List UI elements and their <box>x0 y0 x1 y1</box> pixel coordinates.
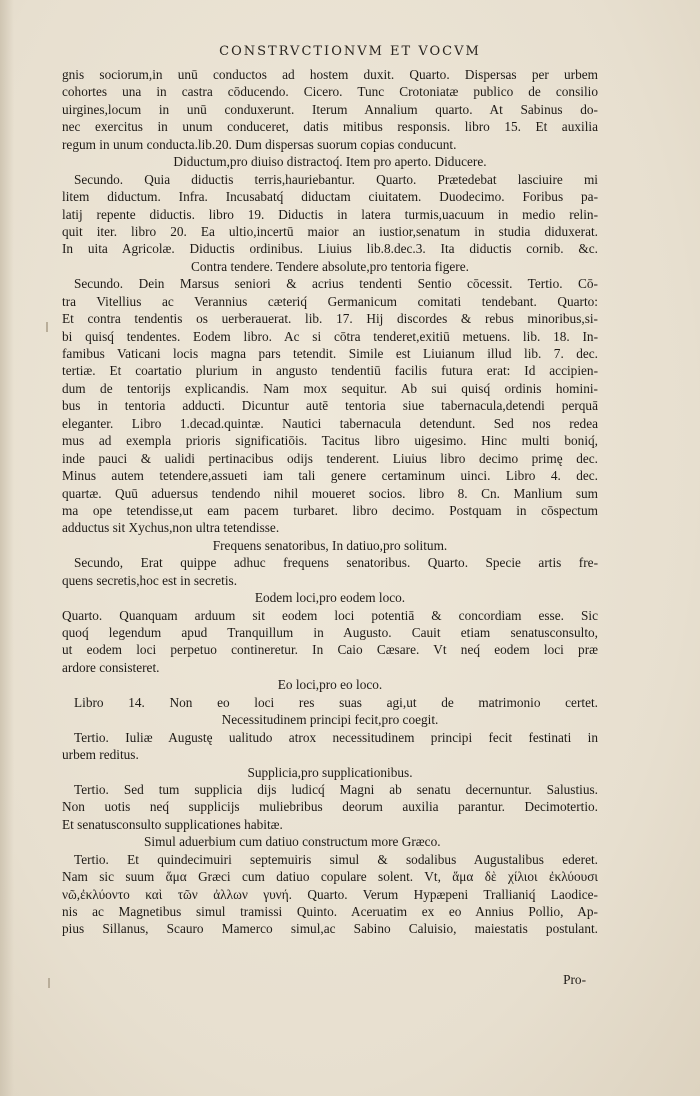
entry-heading: Supplicia,pro supplicationibus. <box>247 764 413 780</box>
text-line: adductus sit Xychus,non ultra tetendisse. <box>62 520 280 536</box>
text-line: gnis sociorum,in unū conductos ad hostem duxit. Quarto. Dispersas per urbem <box>62 67 598 82</box>
margin-mark <box>46 322 48 332</box>
text-line: Secundo, Erat quippe adhuc frequens senatoribus. Quarto. Specie artis fre- <box>74 555 598 571</box>
text-line: In uita Agricolæ. Diductis ordinibus. Liuius lib.8.dec.3. Ita diductis cornib. &c. <box>62 241 598 257</box>
text-line: Libro 14. Non eo loci res suas agi,ut de matrimonio certet. <box>74 694 598 710</box>
text-line: Secundo. Quia diductis terris,hauriebantur. Quarto. Prætedebat lasciuire mi <box>74 171 598 187</box>
text-line: quens secretis,hoc est in secretis. <box>62 572 238 588</box>
entry-heading: Eodem loci,pro eodem loco. <box>254 590 406 606</box>
entry-heading: Necessitudinem principi fecit,pro coegit. <box>221 712 439 728</box>
text-line: latij repente diductis. libro 19. Diductis in latera turmis,uacuum in medio relin- <box>62 206 598 222</box>
text-line: Et senatusconsulto supplicationes habitæ. <box>62 816 283 832</box>
text-line: nis ac Magnetibus simul tramissi Quinto. Aceruatim ex eo Annius Pollio, Ap- <box>62 904 598 919</box>
text-line: Tertio. Et quindecimuiri septemuiris simul & sodalibus Augustalibus ederet. <box>74 851 598 867</box>
text-line: regum in unum conducta.lib.20. Dum dispersas suorum copias conducunt. <box>62 136 457 152</box>
text-line: νῶ,ἐκλύοντο καὶ τῶν ἀλλων γυνή. Quarto. Verum Hypæpeni Trallianiq́ Laodice- <box>62 886 598 902</box>
text-line: pius Sillanus, Scauro Mamerco simul,ac Sabino Caluisio, maiestatis postulant. <box>62 921 598 937</box>
entry-heading: Contra tendere. Tendere absolute,pro tentoria figere. <box>191 258 469 274</box>
text-line: bi quisq́ tendentes. Eodem libro. Ac si cōtra tenderet,exitiū metuens. lib. 18. In- <box>62 328 598 344</box>
text-line: tertiæ. Et coartatio plurium in angusto tendentiū facilis futura erat: Id accipien- <box>62 363 598 379</box>
page-gutter-shadow <box>0 0 14 1096</box>
running-head: CONSTRVCTIONVM ET VOCVM <box>219 44 481 59</box>
text-line: Tertio. Sed tum supplicia dijs ludicq́ Magni ab senatu decernuntur. Salustius. <box>74 781 598 797</box>
text-line: Et contra tendentis os uerberauerat. lib. 17. Hij discordes & rebus minoribus,si- <box>62 311 598 327</box>
text-line: nec exercitus in unum conduceret, datis mitibus responsis. libro 15. Et auxilia <box>62 119 598 135</box>
text-line: Quarto. Quanquam arduum sit eodem loci potentiā & concordiam esse. Sic <box>62 607 598 623</box>
text-line: mus ad exempla prioris significatiōis. Tacitus libro uigesimo. Hinc multi boniq́, <box>62 433 598 449</box>
text-line: ardore consisteret. <box>62 659 160 675</box>
text-line: ut eodem loci perpetuo contineretur. In Caio Cæsare. Vt neq́ eodem loci præ <box>62 642 598 658</box>
text-line: quit iter. libro 20. Ea ultio,incertū maior an iustior,senatum in studia diduxerat. <box>62 223 598 239</box>
entry-heading: Diductum,pro diuiso distractoq́. Item pro aperto. Diducere. <box>173 154 487 170</box>
text-line: eleganter. Libro 1.decad.quintæ. Nautici tabernacula detendunt. Sed nos redea <box>62 415 598 431</box>
text-line: uirgines,locum in unū conduxerunt. Iterum Annalium quarto. At Sabinus do- <box>62 101 598 117</box>
text-line: Nam sic suum ἅμα Græci cum datiuo copulare solent. Vt, ἅμα δὲ χίλιοι ἐκλύουσι <box>62 869 598 885</box>
text-line: ma ope tetendisse,ut eam pacem turbaret. libro decimo. Postquam in cōspectum <box>62 502 598 518</box>
entry-heading: Simul aduerbium cum datiuo constructum more Græco. <box>144 834 441 850</box>
body-text <box>62 66 598 938</box>
text-line: tra Vitellius ac Verannius cæteriq́ Germanicum comitati tendebant. Quarto: <box>62 293 598 309</box>
text-line: litem diductum. Infra. Incusabatq́ diductam ciuitatem. Duodecimo. Foribus pa- <box>62 189 598 205</box>
entry-heading: Frequens senatoribus, In datiuo,pro solitum. <box>212 537 448 553</box>
text-line: Tertio. Iuliæ Augustę ualitudo atrox necessitudinem principi fecit festinati in <box>74 729 598 745</box>
text-line: dum de tentorijs explicandis. Nam mox sequitur. Ab sui quisq́ ordinis homini- <box>62 380 598 396</box>
catchword: Pro- <box>563 972 586 987</box>
text-line: bus in tentoria adducti. Dicuntur autē tentoria siue tabernacula,detendi perquā <box>62 398 598 414</box>
text-line: inde pauci & ualidi pertinacibus odijs tenderent. Liuius libro decimo primę dec. <box>62 450 598 466</box>
text-line: cohortes una in castra cōducendo. Cicero. Tunc Crotoniatæ publico de consilio <box>62 84 598 100</box>
entry-heading: Eo loci,pro eo loco. <box>277 677 383 693</box>
text-line: urbem reditus. <box>62 747 139 763</box>
text-line: Minus autem tetendere,assueti iam tali genere certaminum uinci. Libro 4. dec. <box>62 468 598 484</box>
text-line: quoq́ legendum apud Tranquillum in Augusto. Cauit etiam senatusconsulto, <box>62 625 598 640</box>
text-line: Non uotis neq́ supplicijs muliebribus deorum auxilia parantur. Decimotertio. <box>62 799 598 815</box>
text-line: famibus Vaticani locis magna pars tetendit. Simile est Liuianum illud lib. 7. dec. <box>62 346 598 361</box>
text-line: quartæ. Quū aduersus tendendo nihil moueret socios. libro 8. Cn. Manlium sum <box>62 485 598 501</box>
margin-mark <box>48 978 50 988</box>
text-line: Secundo. Dein Marsus seniori & acrius tendenti Sentio cōcessit. Tertio. Cō- <box>74 276 598 292</box>
